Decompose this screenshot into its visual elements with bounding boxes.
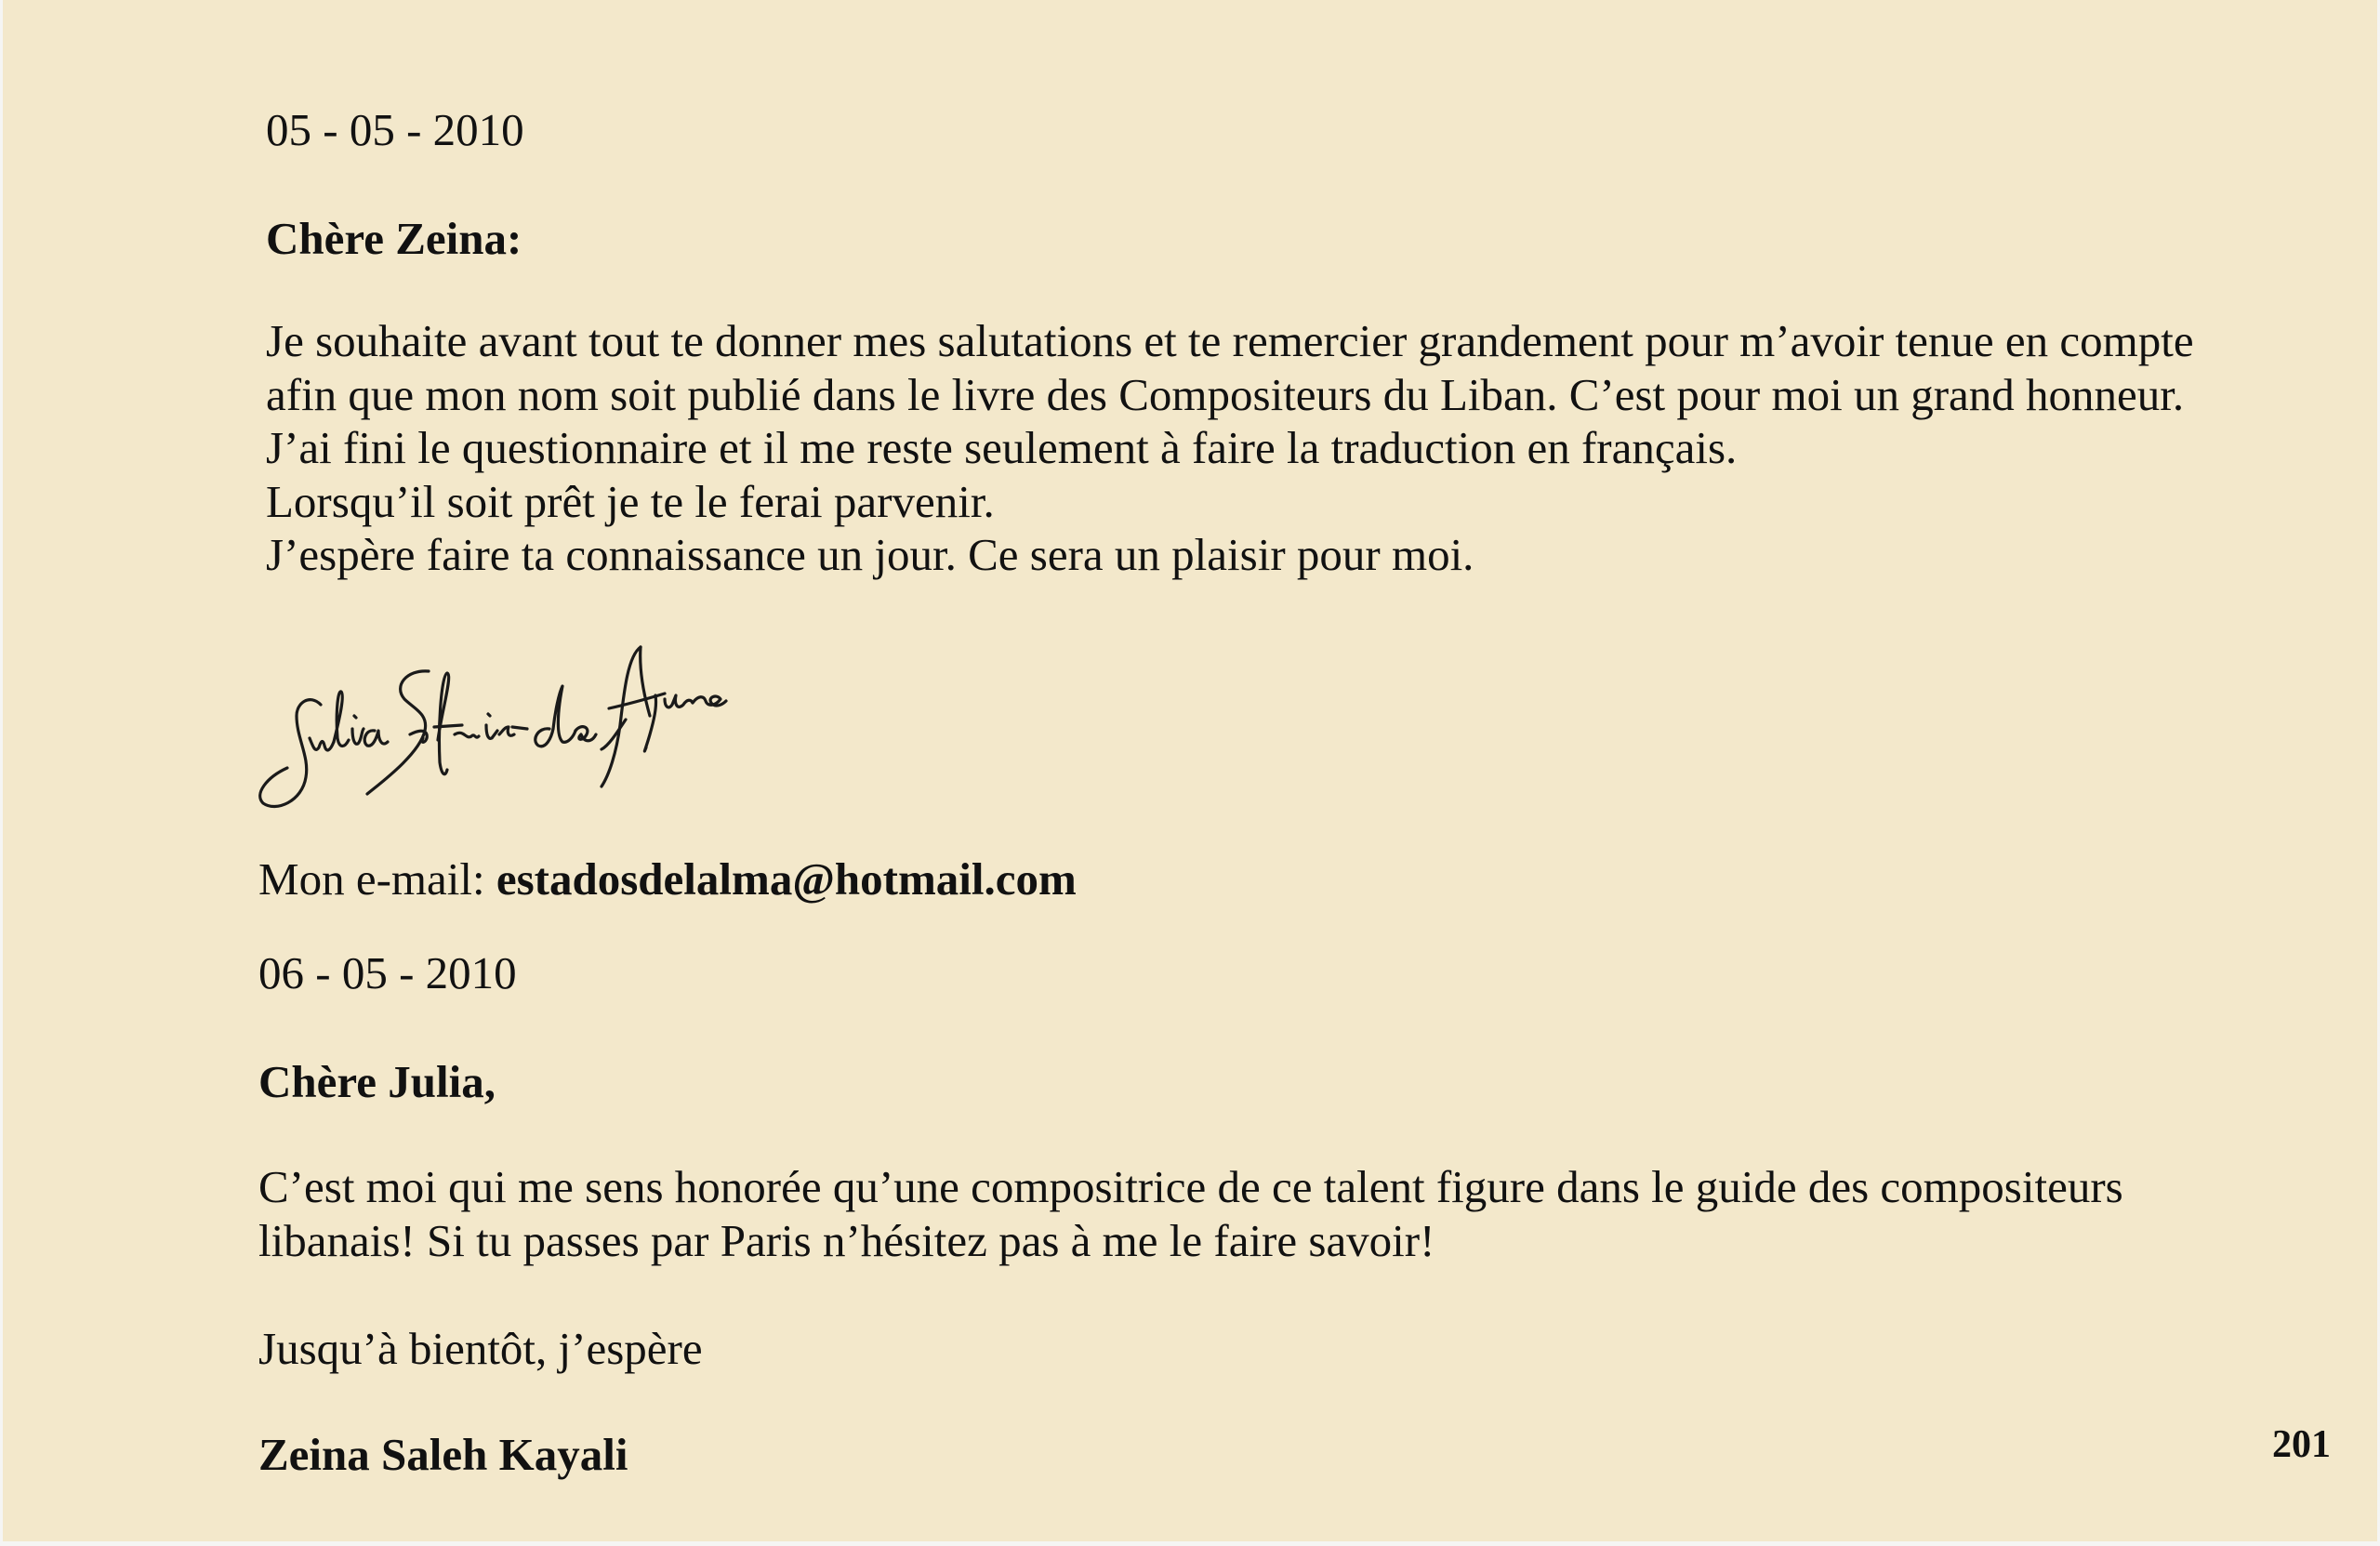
letter1-date: 05 - 05 - 2010 [266,104,524,155]
letter2-salutation: Chère Julia, [258,1056,496,1107]
letter1-body-line: J’espère faire ta connaissance un jour. Ce sera un plaisir pour moi. [266,529,1474,580]
letter2-signer: Zeina Saleh Kayali [258,1429,628,1480]
letter1-email-line [258,852,1077,906]
letter1-body [266,314,2194,582]
letter1-body-line: afin que mon nom soit publié dans le livre des Compositeurs du Liban. C’est pour moi un grand honneur. [266,368,2185,420]
letter2-body [258,1160,2123,1267]
letter1-body-line: Lorsqu’il soit prêt je te le ferai parvenir. [266,475,995,527]
letter1-body-line: J’ai fini le questionnaire et il me reste seulement à faire la traduction en français. [266,422,1738,473]
letter2-date: 06 - 05 - 2010 [258,947,517,998]
handwritten-signature [256,638,728,818]
letter-page [3,0,2377,1541]
letter1-body-line: Je souhaite avant tout te donner mes salutations et te remercier grandement pour m’avoir tenue en compte [266,315,2194,366]
email-label: Mon e-mail: [258,853,496,905]
letter2-body-line: libanais! Si tu passes par Paris n’hésitez pas à me le faire savoir! [258,1214,1435,1266]
letter2-body-line: C’est moi qui me sens honorée qu’une compositrice de ce talent figure dans le guide des compositeurs [258,1161,2123,1212]
letter1-salutation: Chère Zeina: [266,213,522,264]
letter2-closing: Jusqu’à bientôt, j’espère [258,1323,703,1374]
email-address: estadosdelalma@hotmail.com [496,853,1077,905]
page-number: 201 [2272,1423,2331,1466]
